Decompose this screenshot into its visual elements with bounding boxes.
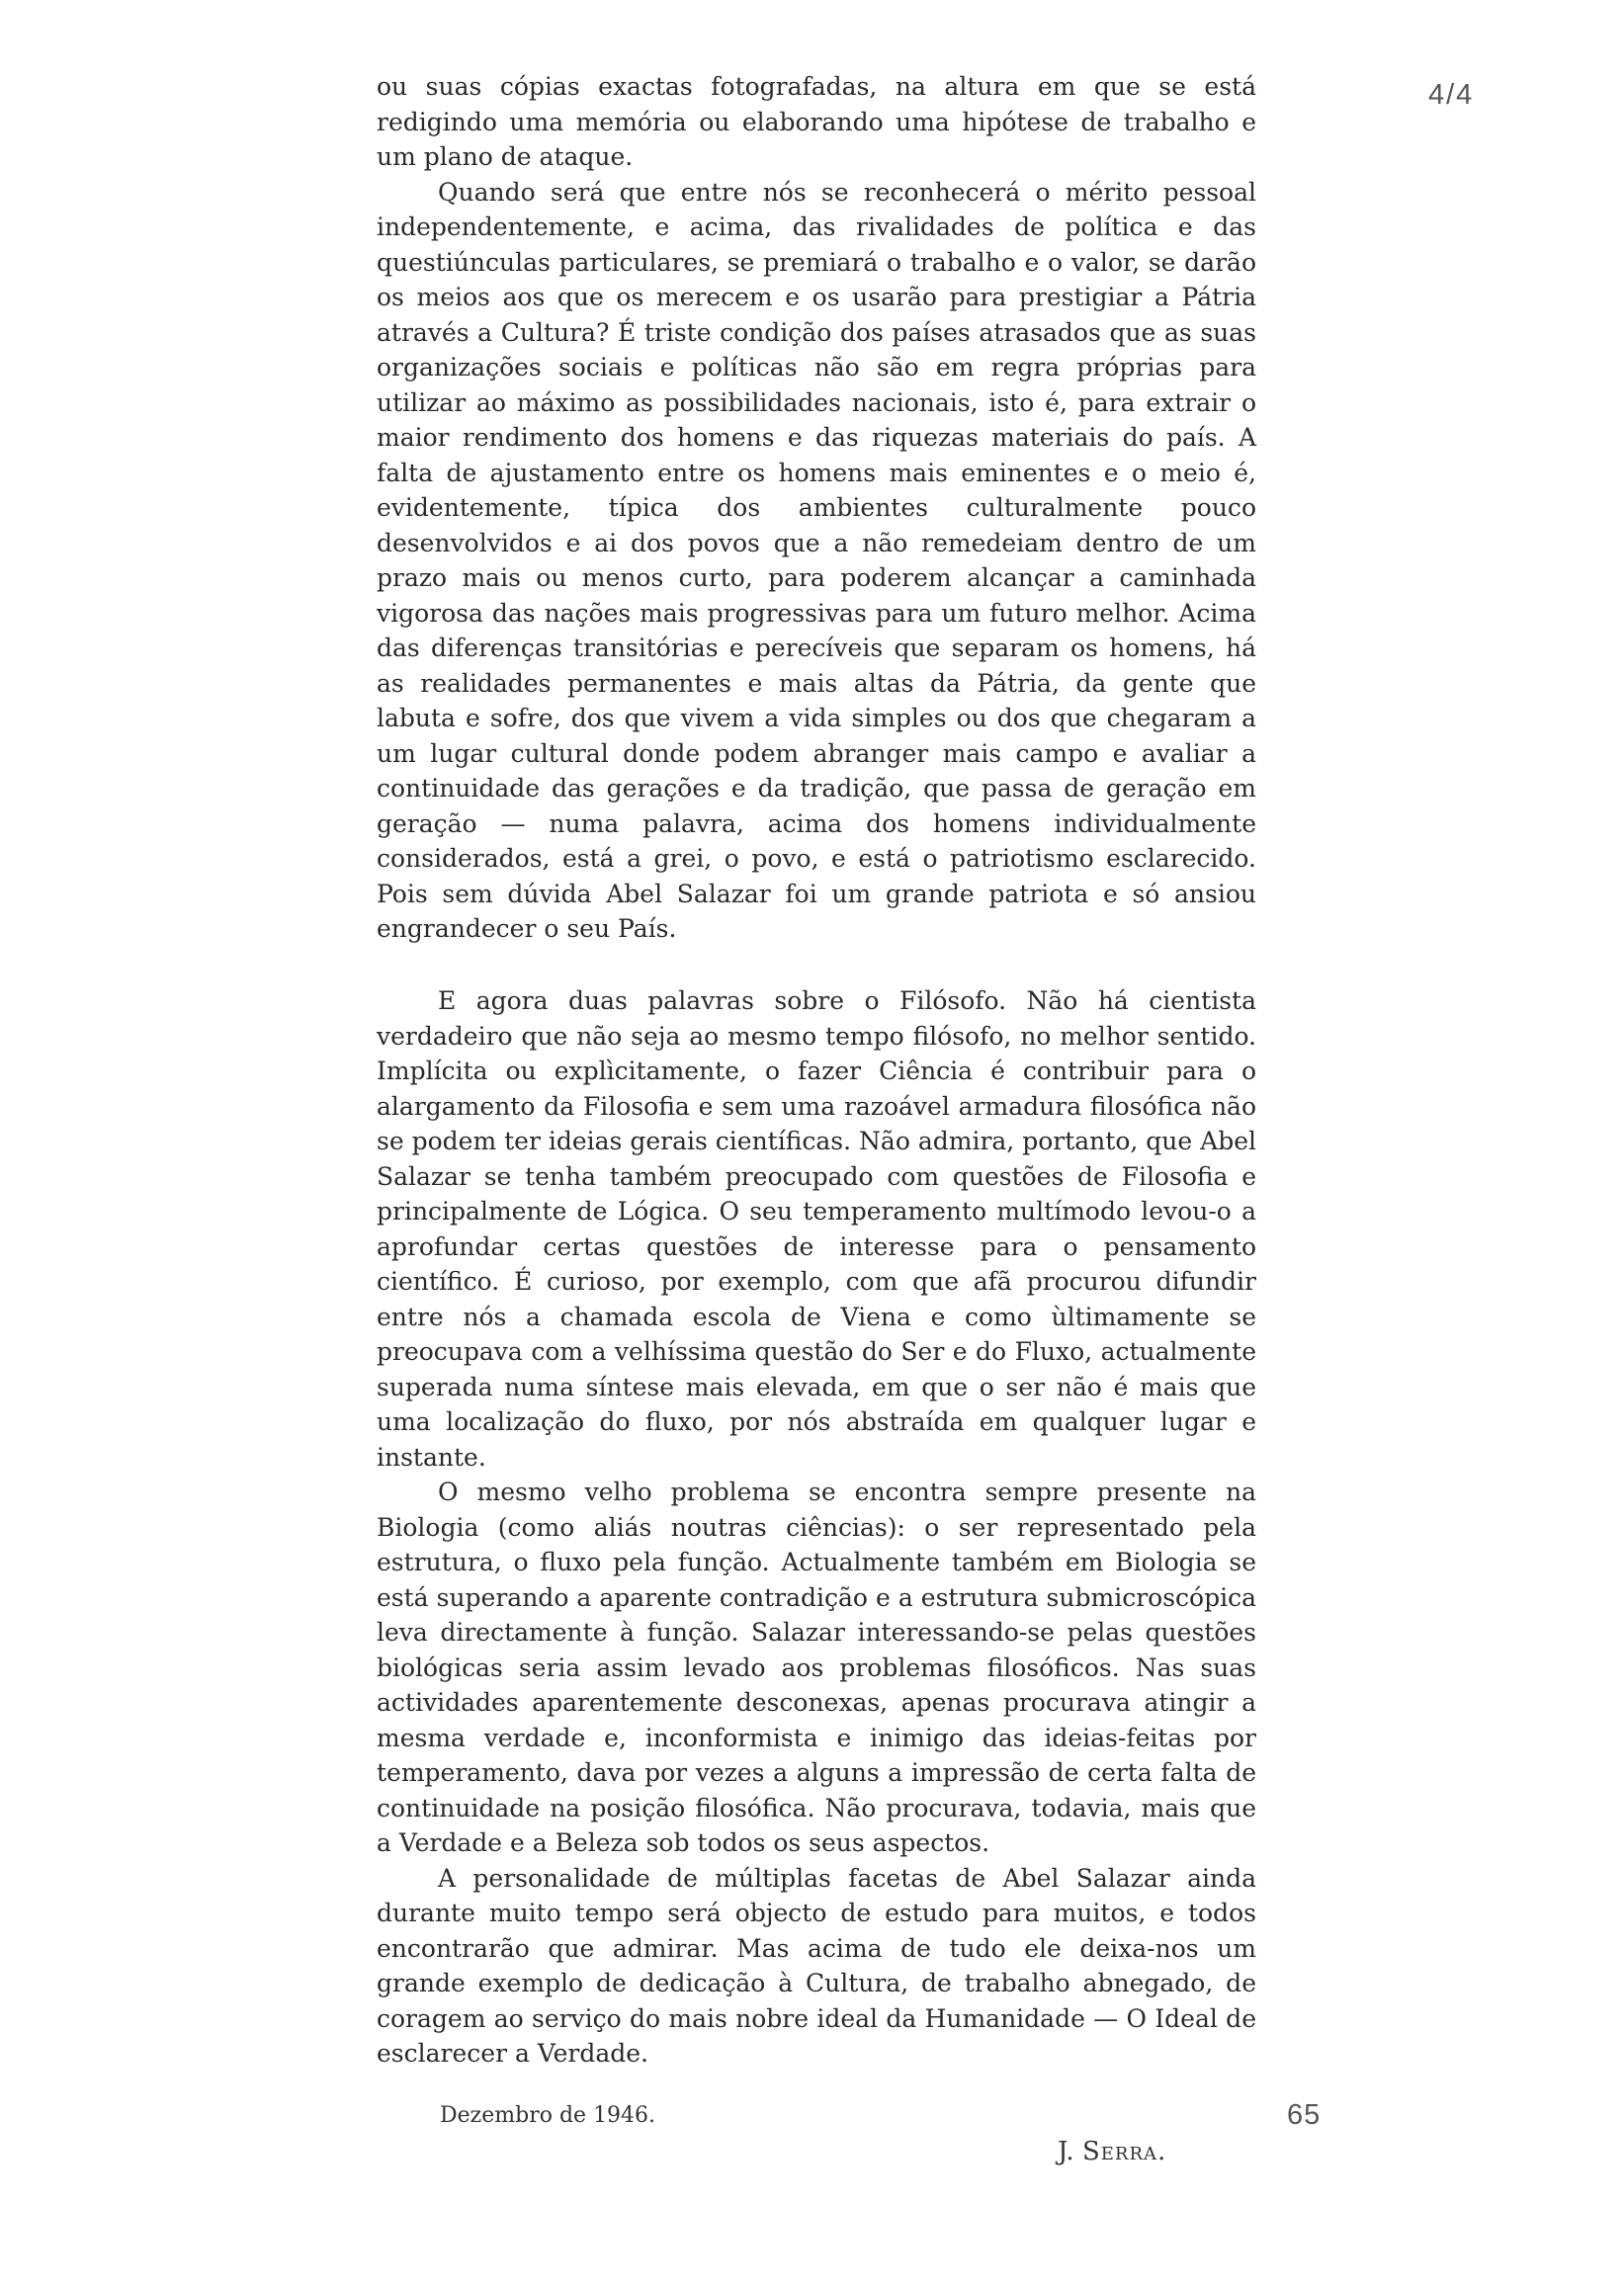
author-initial: J. xyxy=(1058,2137,1074,2166)
paragraph-biology: O mesmo velho problema se encontra sempre presente na Biologia (como aliás noutras ciências): o ser representado pela estrutura, o fluxo pela função. Actualmente também em Biologia se está superando a aparente contradição e a estrutura submicroscópica leva directamente à função. Salazar interessando-se pelas questões biológicas seria assim levado aos problemas filosóficos. Nas suas actividades aparentemente desconexas, apenas procurava atingir a mesma verdade e, inconformista e inimigo das ideias-feitas por temperamento, dava por vezes a alguns a impressão de certa falta de continuidade na posição filosófica. Não procurava, todavia, mais que a Verdade e a Beleza sob todos os seus aspectos. xyxy=(377,1478,1256,1857)
article-date: Dezembro de 1946. xyxy=(440,2103,656,2128)
paragraph-conclusion: A personalidade de múltiplas facetas de Abel Salazar ainda durante muito tempo será objecto de estudo para muitos, e todos encontrarão que admirar. Mas acima de tudo ele deixa-nos um grande exemplo de dedicação à Cultura, de trabalho abnegado, de coragem ao serviço do mais nobre ideal da Humanidade — O Ideal de esclarecer a Verdade. xyxy=(377,1863,1256,2068)
page-number: 65 xyxy=(1287,2099,1322,2131)
paragraph-merit: Quando será que entre nós se reconhecerá o mérito pessoal independentemente, e acima, das rivalidades de política e das questiúnculas particulares, se premiará o trabalho e o valor, se darão os meios aos que os merecem e os usarão para prestigiar a Pátria através a Cultura? É triste condição dos países atrasados que as suas organizações sociais e políticas não são em regra próprias para utilizar ao máximo as possibilidades nacionais, isto é, para extrair o maior rendimento dos homens e das riquezas materiais do país. A falta de ajustamento entre os homens mais eminentes e o meio é, evidentemente, típica dos ambientes culturalmente pouco desenvolvidos e ai dos povos que a não remedeiam dentro de um prazo mais ou menos curto, para poderem alcançar a caminhada vigorosa das nações mais progressivas para um futuro melhor. Acima das diferenças transitórias e perecíveis que separam os homens, há as realidades permanentes e mais altas da Pátria, da gente que labuta e sofre, dos que vivem a vida simples ou dos que chegaram a um lugar cultural donde podem abranger mais campo e avaliar a continuidade das gerações e da tradição, que passa de geração em geração — numa palavra, acima dos homens individualmente considerados, está a grei, o povo, e está o patriotismo esclarecido. Pois sem dúvida Abel Salazar foi um grande patriota e só ansiou engrandecer o seu País. xyxy=(377,177,1256,943)
author-surname: Serra. xyxy=(1081,2137,1167,2166)
archive-page-mark: 4/4 xyxy=(1428,79,1475,111)
paragraph-philosopher: E agora duas palavras sobre o Filósofo. Não há cientista verdadeiro que não seja ao mesmo tempo filósofo, no melhor sentido. Implícita ou explìcitamente, o fazer Ciência é contribuir para o alargamento da Filosofia e sem uma razoável armadura filosófica não se podem ter ideias gerais científicas. Não admira, portanto, que Abel Salazar se tenha também preocupado com questões de Filosofia e principalmente de Lógica. O seu temperamento multímodo levou-o a aprofundar certas questões de interesse para o pensamento científico. É curioso, por exemplo, com que afã procurou difundir entre nós a chamada escola de Viena e como ùltimamente se preocupava com a velhíssima questão do Ser e do Fluxo, actualmente superada numa síntese mais elevada, em que o ser não é mais que uma localização do fluxo, por nós abstraída em qualquer lugar e instante. xyxy=(377,986,1256,1472)
paragraph-continuation: ou suas cópias exactas fotografadas, na altura em que se está redigindo uma memória ou elaborando uma hipótese de trabalho e um plano de ataque. xyxy=(377,72,1256,171)
article-text-part-1 xyxy=(377,69,1256,947)
author-signature xyxy=(1058,2137,1166,2166)
article-text-part-2 xyxy=(377,983,1256,2072)
